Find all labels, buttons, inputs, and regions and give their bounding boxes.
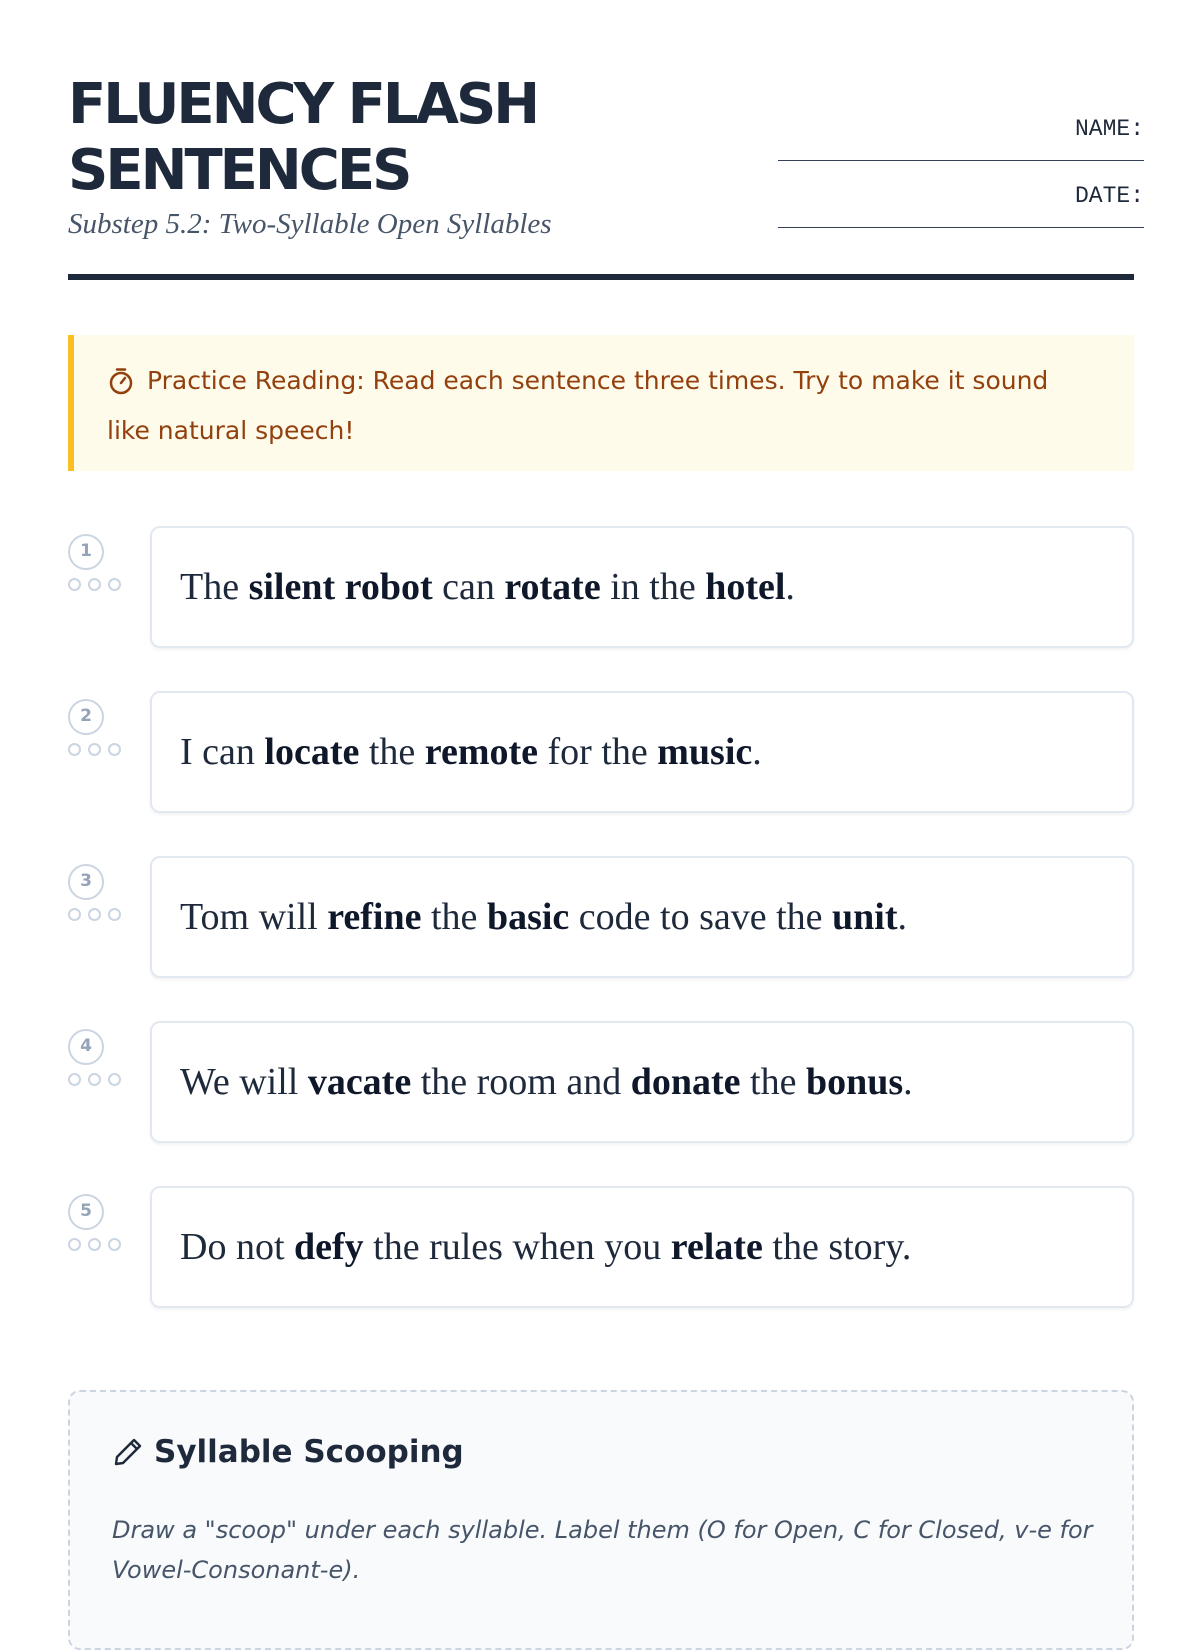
sentence-card: [150, 1021, 1134, 1143]
page-title: [68, 72, 537, 204]
sentence-text: can: [432, 566, 505, 608]
sentence-item: [68, 1021, 1134, 1145]
reading-checkboxes: [68, 1073, 128, 1089]
pencil-icon: [112, 1436, 144, 1476]
sentence-number-badge: 2: [68, 699, 104, 735]
sentence-text: .: [903, 1061, 913, 1103]
reading-check-circle[interactable]: [88, 908, 101, 921]
sentence-card: [150, 691, 1134, 813]
reading-check-circle[interactable]: [68, 908, 81, 921]
sentence-text: in the: [600, 566, 706, 608]
title-line-2: SENTENCES: [68, 138, 410, 203]
reading-check-circle[interactable]: [68, 578, 81, 591]
sentence-text: The: [180, 566, 249, 608]
reading-check-circle[interactable]: [108, 1238, 121, 1251]
target-word: defy: [294, 1226, 364, 1268]
scooping-title: Syllable Scooping: [154, 1434, 464, 1470]
target-word: basic: [486, 896, 570, 938]
target-word: vacate: [307, 1061, 412, 1103]
sentence-text: the: [421, 896, 487, 938]
reading-check-circle[interactable]: [108, 578, 121, 591]
target-word: refine: [327, 896, 422, 938]
name-label: NAME:: [1074, 116, 1144, 142]
target-word: bonus: [805, 1061, 904, 1103]
scooping-instructions: Draw a "scoop" under each syllable. Label them (O for Open, C for Closed, v-e for Vowel-Consonant-e).: [112, 1516, 1093, 1584]
worksheet-header: [68, 70, 1144, 280]
sentence-text: the rules when you: [363, 1226, 671, 1268]
target-word: music: [657, 731, 753, 773]
reading-check-circle[interactable]: [108, 1073, 121, 1086]
sentence-text: the room and: [411, 1061, 631, 1103]
sentence-card: [150, 856, 1134, 978]
sentence-text: .: [897, 896, 908, 938]
date-line[interactable]: [778, 227, 1144, 228]
reading-check-circle[interactable]: [88, 1073, 101, 1086]
target-word: rotate: [504, 566, 601, 608]
date-label: DATE:: [1074, 183, 1144, 209]
target-word: locate: [264, 731, 360, 773]
sentence-item: [68, 856, 1134, 980]
sentence-text: We will: [180, 1061, 308, 1103]
reading-check-circle[interactable]: [68, 743, 81, 756]
sentence-item: [68, 1186, 1134, 1310]
sentence-text: the: [740, 1061, 806, 1103]
sentence-list: [68, 526, 1134, 1351]
target-word: unit: [832, 896, 898, 938]
scooping-title-row: [112, 1434, 464, 1476]
sentence-number-badge: 5: [68, 1194, 104, 1230]
reading-checkboxes: [68, 743, 128, 759]
target-word: donate: [630, 1061, 741, 1103]
reading-check-circle[interactable]: [68, 1238, 81, 1251]
sentence-text: .: [752, 731, 762, 773]
sentence-number-badge: 1: [68, 534, 104, 570]
sentence-card: [150, 526, 1134, 648]
sentence-text: code to save the: [569, 896, 833, 938]
student-fields: [778, 116, 1144, 250]
header-divider: [68, 274, 1134, 280]
reading-check-circle[interactable]: [108, 743, 121, 756]
reading-check-circle[interactable]: [88, 578, 101, 591]
sentence-text: .: [785, 566, 795, 608]
sentence-card: [150, 1186, 1134, 1308]
sentence-text: I can: [180, 731, 265, 773]
title-line-1: FLUENCY FLASH: [68, 72, 538, 137]
practice-callout: [68, 335, 1134, 471]
page-subtitle: Substep 5.2: Two-Syllable Open Syllables: [68, 208, 552, 240]
sentence-text: Do not: [180, 1226, 294, 1268]
sentence-number-badge: 4: [68, 1029, 104, 1065]
reading-check-circle[interactable]: [68, 1073, 81, 1086]
target-word: relate: [670, 1226, 763, 1268]
reading-check-circle[interactable]: [88, 1238, 101, 1251]
sentence-text: the: [359, 731, 425, 773]
target-word: silent robot: [248, 566, 433, 608]
reading-checkboxes: [68, 908, 128, 924]
sentence-item: [68, 691, 1134, 815]
timer-icon: [107, 365, 135, 409]
sentence-text: Tom will: [180, 896, 328, 938]
sentence-number-badge: 3: [68, 864, 104, 900]
target-word: remote: [424, 731, 539, 773]
sentence-item: [68, 526, 1134, 650]
reading-checkboxes: [68, 1238, 128, 1254]
name-line[interactable]: [778, 160, 1144, 161]
target-word: hotel: [705, 566, 786, 608]
reading-check-circle[interactable]: [108, 908, 121, 921]
reading-checkboxes: [68, 578, 128, 594]
callout-text: Practice Reading: Read each sentence three times. Try to make it sound like natural speech!: [107, 366, 1049, 445]
syllable-scooping-box: [68, 1390, 1134, 1650]
sentence-text: the story.: [762, 1226, 912, 1268]
sentence-text: for the: [538, 731, 658, 773]
reading-check-circle[interactable]: [88, 743, 101, 756]
